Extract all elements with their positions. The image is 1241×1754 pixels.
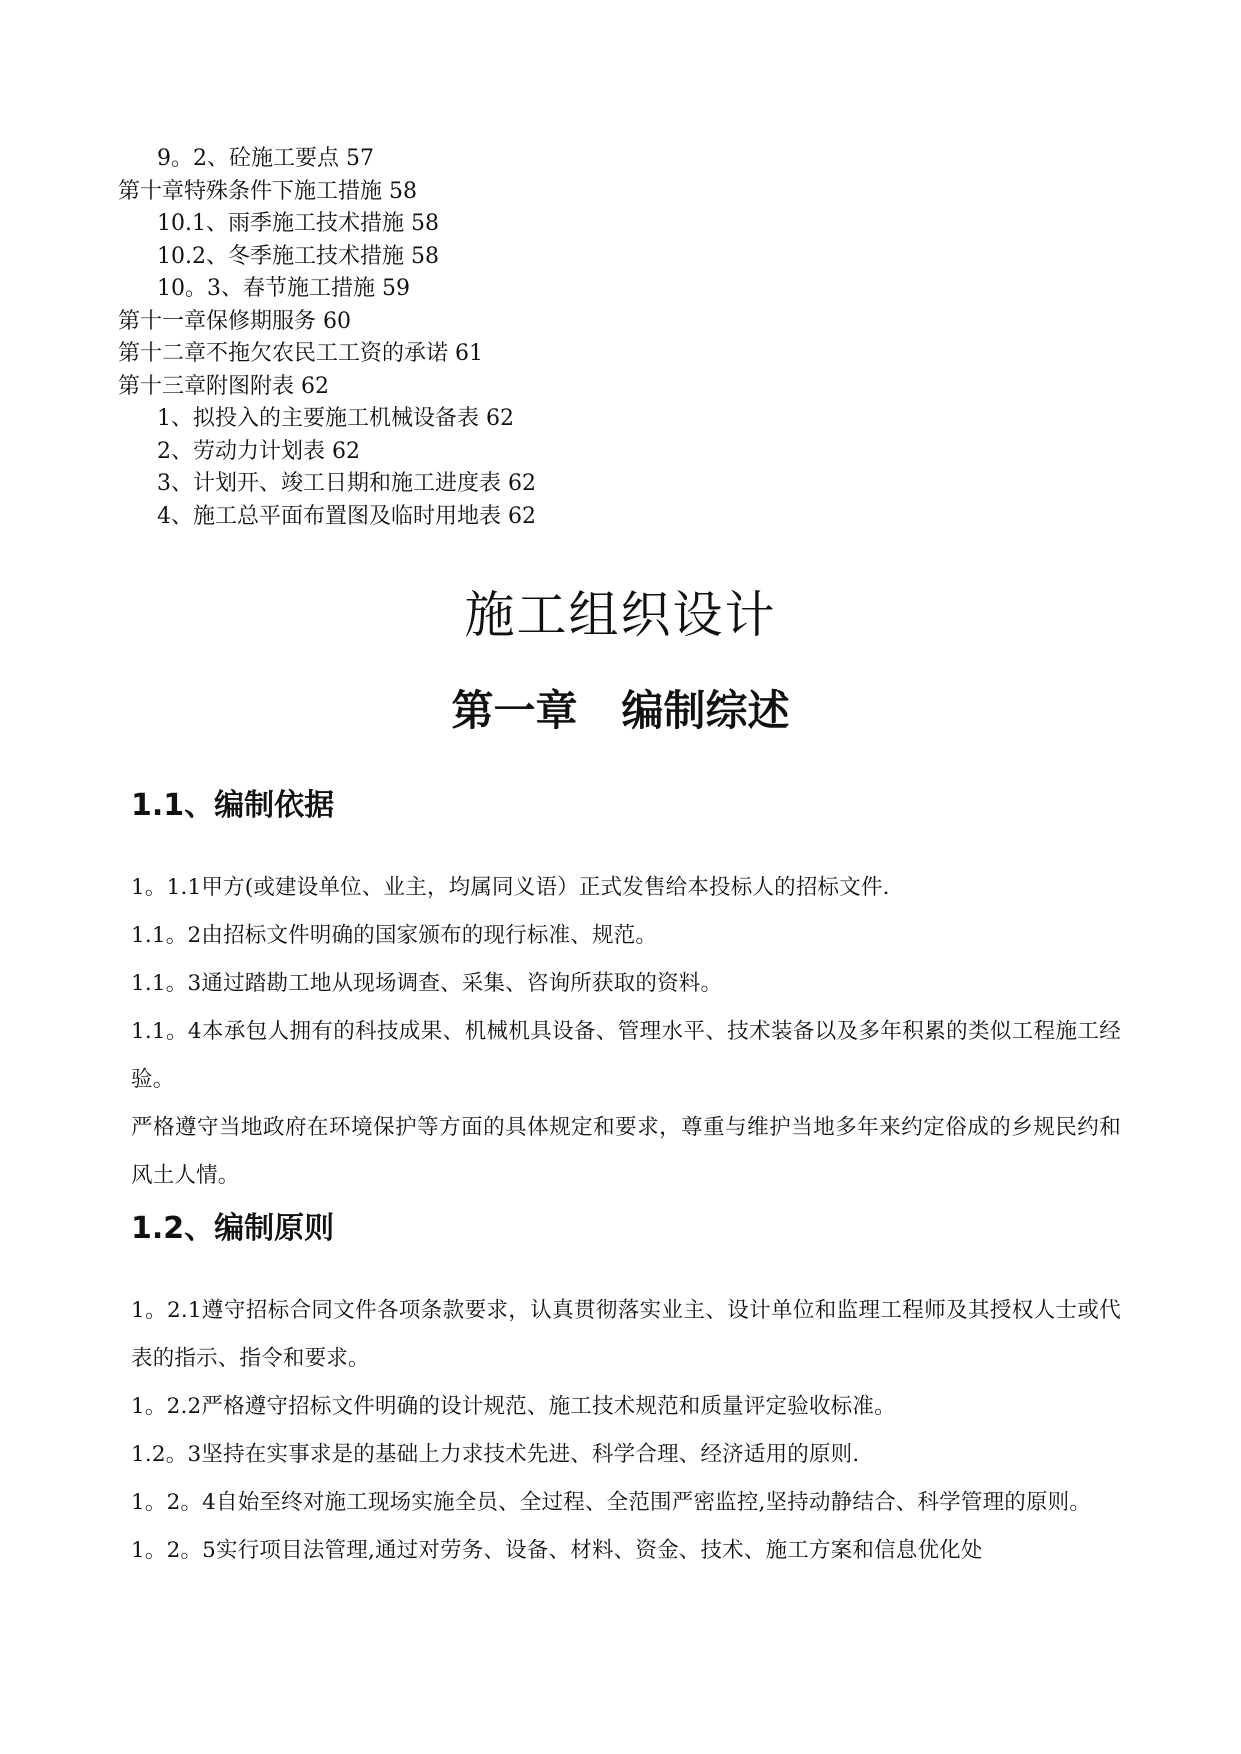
toc-entry: 10。3、春节施工措施 59 bbox=[157, 276, 410, 301]
table-of-contents bbox=[0, 143, 1241, 533]
section-heading: 1.1、编制依据 bbox=[131, 788, 335, 823]
toc-entry: 1、拟投入的主要施工机械设备表 62 bbox=[157, 406, 514, 431]
toc-entry: 9。2、砼施工要点 57 bbox=[157, 146, 374, 171]
paragraph: 严格遵守当地政府在环境保护等方面的具体规定和要求，尊重与维护当地多年来约定俗成的乡规民约和风土人情。 bbox=[131, 1115, 1121, 1188]
paragraph: 1。2.1遵守招标合同文件各项条款要求，认真贯彻落实业主、设计单位和监理工程师及其授权人士或代表的指示、指令和要求。 bbox=[131, 1298, 1121, 1371]
toc-entry: 10.1、雨季施工技术措施 58 bbox=[157, 211, 439, 236]
section-body bbox=[131, 864, 1121, 1200]
paragraph: 1。2.2严格遵守招标文件明确的设计规范、施工技术规范和质量评定验收标准。 bbox=[131, 1394, 896, 1419]
toc-entry: 3、计划开、竣工日期和施工进度表 62 bbox=[157, 471, 536, 496]
section-heading: 1.2、编制原则 bbox=[131, 1211, 335, 1246]
paragraph: 1。1.1甲方(或建设单位、业主，均属同义语）正式发售给本投标人的招标文件. bbox=[131, 875, 890, 900]
toc-entry: 10.2、冬季施工技术措施 58 bbox=[157, 243, 439, 269]
paragraph: 1。2。4自始至终对施工现场实施全员、全过程、全范围严密监控,坚持动静结合、科学管理的原则。 bbox=[131, 1490, 1092, 1515]
paragraph: 1.1。4本承包人拥有的科技成果、机械机具设备、管理水平、技术装备以及多年积累的类似工程施工经验。 bbox=[131, 1019, 1121, 1092]
document-title: 施工组织设计 bbox=[464, 586, 777, 644]
toc-entry: 第十三章附图附表 62 bbox=[118, 373, 329, 399]
chapter-title bbox=[0, 685, 1241, 737]
chapter-name: 编制综述 bbox=[621, 686, 790, 735]
toc-entry: 第十一章保修期服务 60 bbox=[118, 308, 351, 334]
chapter-number: 第一章 bbox=[451, 686, 578, 735]
toc-entry: 4、施工总平面布置图及临时用地表 62 bbox=[157, 503, 536, 529]
toc-entry: 第十章特殊条件下施工措施 58 bbox=[118, 178, 417, 204]
toc-entry: 2、劳动力计划表 62 bbox=[157, 438, 360, 464]
paragraph: 1。2。5实行项目法管理,通过对劳务、设备、材料、资金、技术、施工方案和信息优化处 bbox=[131, 1538, 983, 1563]
section-body bbox=[131, 1287, 1121, 1575]
paragraph: 1.1。3通过踏勘工地从现场调查、采集、咨询所获取的资料。 bbox=[131, 971, 723, 996]
paragraph: 1.2。3坚持在实事求是的基础上力求技术先进、科学合理、经济适用的原则. bbox=[131, 1442, 860, 1467]
paragraph: 1.1。2由招标文件明确的国家颁布的现行标准、规范。 bbox=[131, 923, 658, 948]
toc-entry: 第十二章不拖欠农民工工资的承诺 61 bbox=[118, 341, 483, 366]
